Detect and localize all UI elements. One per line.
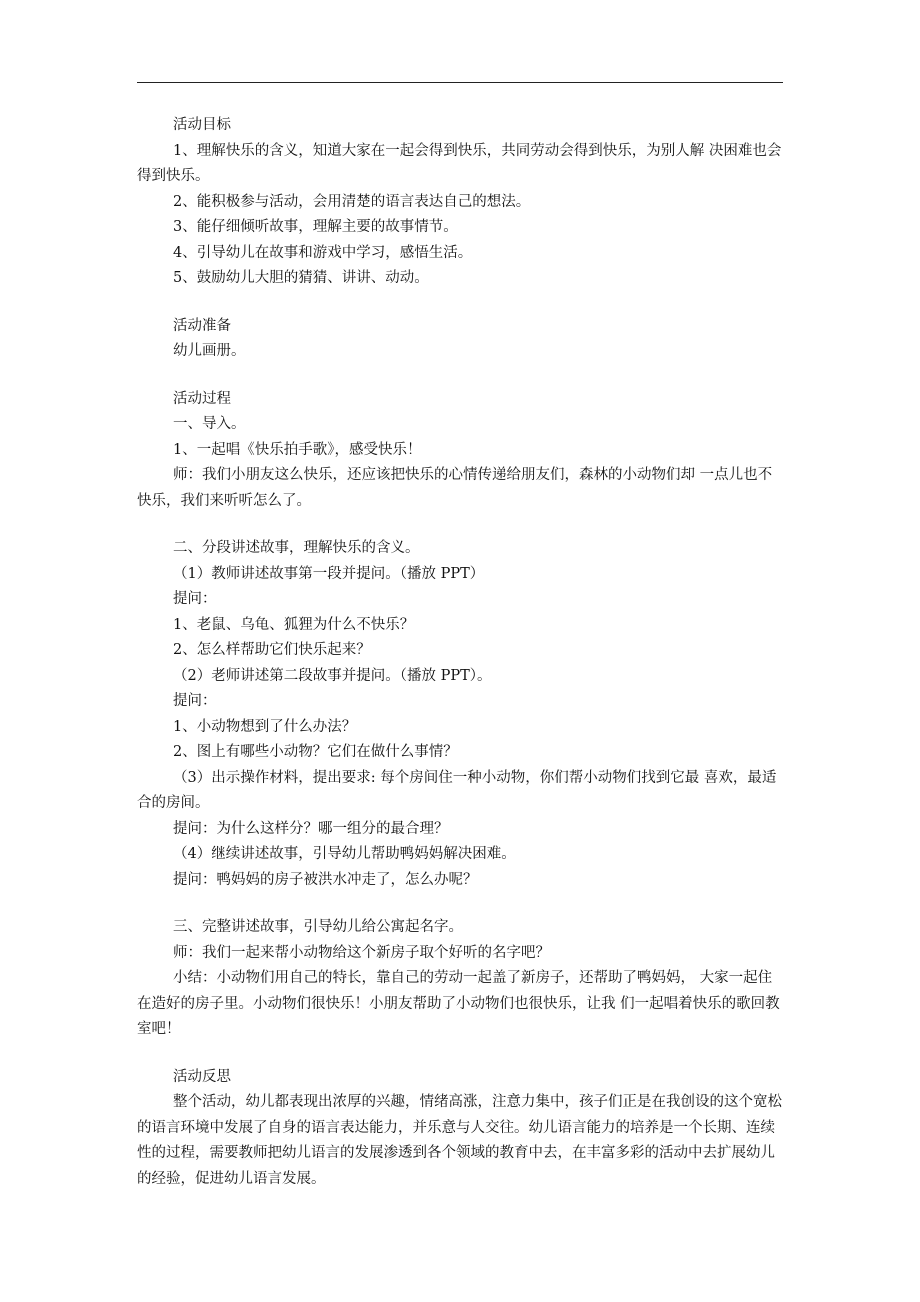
paragraph: 提问：鸭妈妈的房子被洪水冲走了，怎么办呢？: [173, 871, 478, 888]
paragraph: 2、怎么样帮助它们快乐起来？: [173, 642, 371, 658]
section-process: [137, 387, 785, 515]
section-heading: 三、完整讲述故事，引导幼儿给公寓起名字。: [173, 919, 463, 935]
paragraph: 师：我们小朋友这么快乐，还应该把快乐的心情传递给朋友们，森林的小动物们却 一点儿也不快乐，我们来听听怎么了。: [137, 467, 773, 509]
paragraph: （3）出示操作材料，提出要求: 每个房间住一种小动物，你们帮小动物们找到它最 喜欢，最适合的房间。: [137, 769, 777, 811]
paragraph: 提问：为什么这样分？哪一组分的最合理？: [173, 820, 449, 837]
paragraph: 2、图上有哪些小动物？它们在做什么事情？: [173, 744, 458, 760]
paragraph: （4）继续讲述故事，引导幼儿帮助鸭妈妈解决困难。: [173, 846, 516, 862]
paragraph: 5、鼓励幼儿大胆的猜猜、讲讲、动动。: [173, 270, 429, 286]
document-body: [137, 113, 785, 1214]
paragraph: 提问：: [173, 693, 217, 709]
paragraph: 1、理解快乐的含义，知道大家在一起会得到快乐，共同劳动会得到快乐，为别人解 决困难也会得到快乐。: [137, 142, 782, 184]
section-heading: 活动过程: [173, 390, 231, 407]
section-heading: 活动反思: [173, 1068, 231, 1085]
paragraph: 整个活动，幼儿都表现出浓厚的兴趣，情绪高涨，注意力集中，孩子们正是在我创设的这个宽松的语言环境中发展了自身的语言表达能力，并乐意与人交往。幼儿语言能力的培养是一个长期、连续性的过程，需要教师把幼儿语言的发展渗透到各个领域的教育中去，在丰富多彩的活动中去扩展幼儿的经验，促进幼儿语言发展。: [137, 1094, 782, 1187]
section-storytelling: [137, 536, 785, 893]
header-rule: [137, 82, 783, 83]
paragraph: 幼儿画册。: [173, 343, 246, 359]
paragraph: 提问：: [173, 591, 217, 607]
section-naming: [137, 915, 785, 1043]
section-goals: [137, 113, 785, 292]
paragraph: 1、小动物想到了什么办法？: [173, 718, 357, 735]
paragraph: 师：我们一起来帮小动物给这个新房子取个好听的名字吧？: [173, 944, 550, 961]
section-heading: 活动目标: [173, 117, 231, 133]
paragraph: 4、引导幼儿在故事和游戏中学习，感悟生活。: [173, 244, 473, 261]
section-heading: 二、分段讲述故事，理解快乐的含义。: [173, 540, 420, 556]
paragraph: 3、能仔细倾听故事，理解主要的故事情节。: [173, 219, 458, 235]
paragraph: 小结：小动物们用自己的特长，靠自己的劳动一起盖了新房子，还帮助了鸭妈妈， 大家一起住在造好的房子里。小动物们很快乐！小朋友帮助了小动物们也很快乐，让我 们一起唱着快乐的歌回教室吧！: [137, 970, 780, 1037]
section-heading: 活动准备: [173, 317, 231, 334]
paragraph: （1）教师讲述故事第一段并提问。（播放 PPT）: [173, 565, 485, 582]
paragraph: 1、一起唱《快乐拍手歌》，感受快乐！: [173, 441, 422, 458]
paragraph: （2）老师讲述第二段故事并提问。（播放 PPT）。: [173, 667, 492, 684]
section-reflection: [137, 1065, 785, 1193]
section-preparation: [137, 314, 785, 365]
paragraph: 1、老鼠、乌龟、狐狸为什么不快乐？: [173, 616, 415, 633]
paragraph: 一、导入。: [173, 416, 246, 432]
paragraph: 2、能积极参与活动，会用清楚的语言表达自己的想法。: [173, 193, 531, 210]
